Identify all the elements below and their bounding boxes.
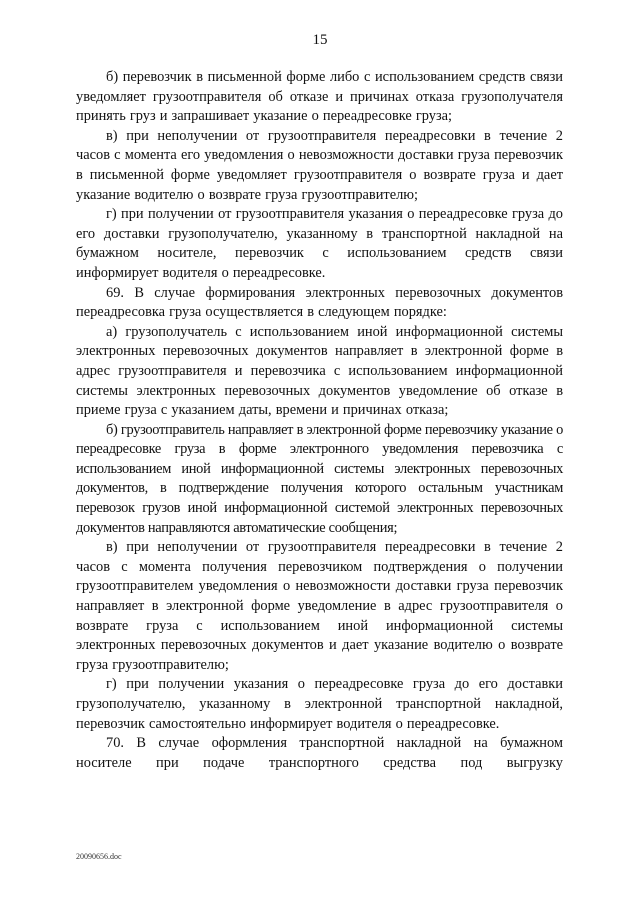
paragraph-g-electronic-redirect: г) при получении указания о переадресовке груза до его доставки грузополучателю, указанному в электронной транспортной накладной, перевозчик самостоятельно информирует водителя о переадресовке.: [76, 676, 563, 732]
paragraph-b-consignor-instruction: б) грузоотправитель направляет в электронной форме перевозчику указание о переадресовке груза в форме электронного уведомления перевозчика с использованием иной информационной системы электронных перевозочных документов, в подтверждение получения которого остальным участникам перевозок грузов иной информационной системой электронных перевозочных документов направляются автоматические сообщения;: [76, 421, 563, 536]
paragraph-v-return-cargo: в) при неполучении от грузоотправителя переадресовки в течение 2 часов с момента его уведомления о невозможности доставки груза перевозчик в письменной форме уведомляет грузоотправителя о возврате груза и дает указание водителю о возврате груза грузоотправителю;: [76, 127, 563, 203]
document-body: [76, 68, 563, 773]
paragraph-v-electronic-return: в) при неполучении от грузоотправителя переадресовки в течение 2 часов с момента получения перевозчиком подтверждения о получении грузоотправителем уведомления о невозможности доставки груза перевозчик направляет в электронной форме уведомление в адрес грузоотправителя о возврате груза с использованием иной информационной системы электронных перевозочных документов и дает указание водителю о возврате груза грузоотправителю;: [76, 539, 563, 673]
paragraph-69-electronic-docs: 69. В случае формирования электронных перевозочных документов переадресовка груза осуществляется в следующем порядке:: [76, 284, 563, 321]
paragraph-a-consignee-refusal: а) грузополучатель с использованием иной информационной системы электронных перевозочных документов направляет в электронной форме в адрес грузоотправителя и перевозчика с использованием информационной системы электронных перевозочных документов уведомление об отказе в приеме груза с указанием даты, времени и причинах отказа;: [76, 323, 563, 419]
paragraph-g-redirect-paper: г) при получении от грузоотправителя указания о переадресовке груза до его доставки грузополучателю, указанному в транспортной накладной на бумажном носителе, перевозчик с использованием средств связи информирует водителя о переадресовке.: [76, 206, 563, 281]
document-file-code: 20090656.doc: [76, 852, 122, 861]
paragraph-b-refusal-notice: б) перевозчик в письменной форме либо с использованием средств связи уведомляет грузоотправителя об отказе и причинах отказа грузополучателя принять груз и запрашивает указание о переадресовке груза;: [76, 69, 563, 125]
paragraph-70-unloading: 70. В случае оформления транспортной накладной на бумажном носителе при подаче транспортного средства под выгрузку: [76, 735, 563, 771]
page-number: 15: [312, 32, 328, 48]
